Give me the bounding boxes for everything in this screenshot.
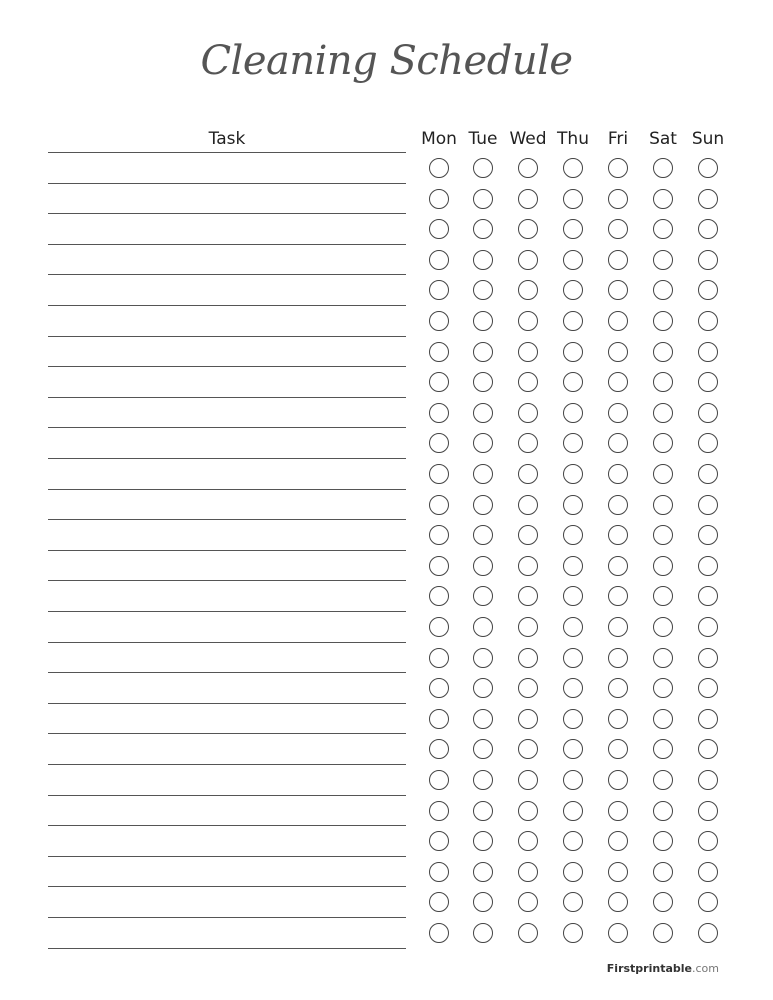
checkbox-circle-fri[interactable]: [608, 678, 628, 698]
day-header-wed: Wed: [509, 129, 547, 149]
checkbox-circle-tue[interactable]: [473, 556, 493, 576]
checkbox-circle-fri[interactable]: [608, 586, 628, 606]
checkbox-circle-thu[interactable]: [563, 342, 583, 362]
checkbox-circle-fri[interactable]: [608, 862, 628, 882]
checkbox-circle-fri[interactable]: [608, 709, 628, 729]
checkbox-circle-sun[interactable]: [698, 801, 718, 821]
checkbox-circle-fri[interactable]: [608, 617, 628, 637]
checkbox-circle-sun[interactable]: [698, 709, 718, 729]
checkbox-circle-thu[interactable]: [563, 648, 583, 668]
checkbox-circle-fri[interactable]: [608, 433, 628, 453]
checkbox-circle-tue[interactable]: [473, 280, 493, 300]
checkbox-circle-sat[interactable]: [653, 311, 673, 331]
checkbox-circle-fri[interactable]: [608, 556, 628, 576]
day-header-fri: Fri: [607, 129, 629, 149]
checkbox-circle-sun[interactable]: [698, 586, 718, 606]
checkbox-circle-sat[interactable]: [653, 342, 673, 362]
checkbox-circle-wed[interactable]: [518, 648, 538, 668]
checkbox-circle-sun[interactable]: [698, 189, 718, 209]
checkbox-circle-sat[interactable]: [653, 617, 673, 637]
checkbox-circle-thu[interactable]: [563, 311, 583, 331]
checkbox-circle-wed[interactable]: [518, 739, 538, 759]
checkbox-circle-mon[interactable]: [429, 403, 449, 423]
checkbox-circle-mon[interactable]: [429, 280, 449, 300]
checkbox-circle-sun[interactable]: [698, 342, 718, 362]
checkbox-circle-thu[interactable]: [563, 525, 583, 545]
checkbox-circle-thu[interactable]: [563, 923, 583, 943]
checkbox-circle-sat[interactable]: [653, 372, 673, 392]
checkbox-circle-sat[interactable]: [653, 709, 673, 729]
checkbox-circle-thu[interactable]: [563, 495, 583, 515]
checkbox-circle-sat[interactable]: [653, 862, 673, 882]
checkbox-circle-mon[interactable]: [429, 739, 449, 759]
checkbox-circle-wed[interactable]: [518, 892, 538, 912]
checkbox-circle-sat[interactable]: [653, 831, 673, 851]
checkbox-circle-mon[interactable]: [429, 311, 449, 331]
checkbox-circle-thu[interactable]: [563, 586, 583, 606]
checkbox-circle-wed[interactable]: [518, 617, 538, 637]
checkbox-circle-sun[interactable]: [698, 739, 718, 759]
checkbox-circle-wed[interactable]: [518, 770, 538, 790]
checkbox-circle-thu[interactable]: [563, 433, 583, 453]
checkbox-circle-sat[interactable]: [653, 433, 673, 453]
checkbox-circle-sat[interactable]: [653, 403, 673, 423]
checkbox-circle-sun[interactable]: [698, 158, 718, 178]
checkbox-circle-tue[interactable]: [473, 372, 493, 392]
checkbox-circle-wed[interactable]: [518, 831, 538, 851]
checkbox-circle-thu[interactable]: [563, 158, 583, 178]
checkbox-circle-sun[interactable]: [698, 923, 718, 943]
checkbox-circle-sat[interactable]: [653, 648, 673, 668]
checkbox-circle-thu[interactable]: [563, 678, 583, 698]
checkbox-circle-fri[interactable]: [608, 280, 628, 300]
checkbox-circle-thu[interactable]: [563, 862, 583, 882]
checkbox-circle-sun[interactable]: [698, 219, 718, 239]
checkbox-circle-sun[interactable]: [698, 464, 718, 484]
checkbox-circle-sat[interactable]: [653, 219, 673, 239]
checkbox-circle-mon[interactable]: [429, 617, 449, 637]
checkbox-circle-thu[interactable]: [563, 617, 583, 637]
checkbox-circle-sat[interactable]: [653, 250, 673, 270]
checkbox-circle-sat[interactable]: [653, 923, 673, 943]
checkbox-circle-mon[interactable]: [429, 770, 449, 790]
checkbox-circle-sat[interactable]: [653, 892, 673, 912]
checkbox-circle-fri[interactable]: [608, 219, 628, 239]
checkbox-circle-mon[interactable]: [429, 342, 449, 362]
checkbox-circle-wed[interactable]: [518, 923, 538, 943]
checkbox-circle-tue[interactable]: [473, 709, 493, 729]
checkbox-circle-tue[interactable]: [473, 342, 493, 362]
checkbox-circle-tue[interactable]: [473, 739, 493, 759]
checkbox-circle-fri[interactable]: [608, 739, 628, 759]
checkbox-circle-tue[interactable]: [473, 219, 493, 239]
checkbox-circle-fri[interactable]: [608, 372, 628, 392]
checkbox-circle-mon[interactable]: [429, 495, 449, 515]
checkbox-circle-fri[interactable]: [608, 311, 628, 331]
checkbox-circle-sat[interactable]: [653, 678, 673, 698]
checkbox-circle-mon[interactable]: [429, 709, 449, 729]
checkbox-circle-tue[interactable]: [473, 648, 493, 668]
checkbox-circle-wed[interactable]: [518, 525, 538, 545]
checkbox-circle-thu[interactable]: [563, 892, 583, 912]
checkbox-circle-tue[interactable]: [473, 862, 493, 882]
checkbox-circle-sun[interactable]: [698, 862, 718, 882]
checkbox-circle-mon[interactable]: [429, 464, 449, 484]
checkbox-circle-wed[interactable]: [518, 709, 538, 729]
checkbox-circle-fri[interactable]: [608, 770, 628, 790]
task-column-header: Task: [208, 129, 246, 149]
checkbox-circle-sun[interactable]: [698, 678, 718, 698]
checkbox-circle-thu[interactable]: [563, 556, 583, 576]
checkbox-circle-sat[interactable]: [653, 739, 673, 759]
checkbox-circle-wed[interactable]: [518, 495, 538, 515]
checkbox-circle-mon[interactable]: [429, 648, 449, 668]
checkbox-circle-sat[interactable]: [653, 586, 673, 606]
checkbox-circle-wed[interactable]: [518, 219, 538, 239]
checkbox-circle-thu[interactable]: [563, 831, 583, 851]
checkbox-circle-wed[interactable]: [518, 556, 538, 576]
checkbox-circle-wed[interactable]: [518, 801, 538, 821]
day-header-sat: Sat: [649, 129, 677, 149]
checkbox-circle-mon[interactable]: [429, 678, 449, 698]
checkbox-circle-thu[interactable]: [563, 709, 583, 729]
checkbox-circle-tue[interactable]: [473, 433, 493, 453]
checkbox-circle-wed[interactable]: [518, 586, 538, 606]
checkbox-circle-mon[interactable]: [429, 189, 449, 209]
checkbox-circle-fri[interactable]: [608, 495, 628, 515]
checkbox-circle-mon[interactable]: [429, 892, 449, 912]
checkbox-circle-mon[interactable]: [429, 158, 449, 178]
checkbox-circle-thu[interactable]: [563, 403, 583, 423]
checkbox-circle-sat[interactable]: [653, 770, 673, 790]
checkbox-circle-thu[interactable]: [563, 770, 583, 790]
checkbox-circle-fri[interactable]: [608, 158, 628, 178]
checkbox-circle-wed[interactable]: [518, 311, 538, 331]
checkbox-circle-sun[interactable]: [698, 648, 718, 668]
checkbox-circle-fri[interactable]: [608, 342, 628, 362]
checkbox-circle-mon[interactable]: [429, 801, 449, 821]
checkbox-circle-sat[interactable]: [653, 280, 673, 300]
checkbox-circle-fri[interactable]: [608, 250, 628, 270]
checkbox-circle-wed[interactable]: [518, 862, 538, 882]
checkbox-circle-fri[interactable]: [608, 923, 628, 943]
checkbox-circle-tue[interactable]: [473, 189, 493, 209]
checkbox-circle-tue[interactable]: [473, 617, 493, 637]
checkbox-circle-mon[interactable]: [429, 556, 449, 576]
checkbox-circle-sat[interactable]: [653, 158, 673, 178]
checkbox-circle-fri[interactable]: [608, 892, 628, 912]
checkbox-circle-sun[interactable]: [698, 403, 718, 423]
checkbox-circle-sun[interactable]: [698, 311, 718, 331]
day-header-sun: Sun: [691, 129, 725, 149]
checkbox-circle-sat[interactable]: [653, 801, 673, 821]
checkbox-circle-sun[interactable]: [698, 495, 718, 515]
checkbox-circle-thu[interactable]: [563, 801, 583, 821]
checkbox-circle-tue[interactable]: [473, 678, 493, 698]
checkbox-circle-tue[interactable]: [473, 923, 493, 943]
checkbox-circle-sun[interactable]: [698, 250, 718, 270]
checkbox-circle-thu[interactable]: [563, 464, 583, 484]
checkbox-circle-sat[interactable]: [653, 556, 673, 576]
brand-footer: [607, 962, 719, 975]
day-header-mon: Mon: [421, 129, 457, 149]
checkbox-circle-mon[interactable]: [429, 372, 449, 392]
checkbox-circle-sat[interactable]: [653, 495, 673, 515]
checkbox-circle-wed[interactable]: [518, 342, 538, 362]
checkbox-circle-tue[interactable]: [473, 403, 493, 423]
checkbox-circle-tue[interactable]: [473, 586, 493, 606]
checkbox-circle-fri[interactable]: [608, 831, 628, 851]
checkbox-circle-mon[interactable]: [429, 923, 449, 943]
day-header-tue: Tue: [468, 129, 498, 149]
checkbox-circle-tue[interactable]: [473, 525, 493, 545]
checkbox-circle-sun[interactable]: [698, 525, 718, 545]
checkbox-circle-thu[interactable]: [563, 739, 583, 759]
checkbox-circle-thu[interactable]: [563, 280, 583, 300]
checkbox-circle-sun[interactable]: [698, 556, 718, 576]
checkbox-circle-thu[interactable]: [563, 250, 583, 270]
checkbox-circle-wed[interactable]: [518, 372, 538, 392]
checkbox-circle-mon[interactable]: [429, 219, 449, 239]
checkbox-circle-fri[interactable]: [608, 525, 628, 545]
checkbox-circle-wed[interactable]: [518, 678, 538, 698]
checkbox-circle-sun[interactable]: [698, 770, 718, 790]
checkbox-circle-sat[interactable]: [653, 189, 673, 209]
checkbox-circle-tue[interactable]: [473, 250, 493, 270]
checkbox-circle-mon[interactable]: [429, 525, 449, 545]
checkbox-circle-tue[interactable]: [473, 770, 493, 790]
checkbox-circle-fri[interactable]: [608, 801, 628, 821]
checkbox-circle-tue[interactable]: [473, 464, 493, 484]
checkbox-circle-fri[interactable]: [608, 189, 628, 209]
checkbox-circle-sun[interactable]: [698, 280, 718, 300]
checkbox-circle-sun[interactable]: [698, 372, 718, 392]
checkbox-circle-tue[interactable]: [473, 801, 493, 821]
day-header-thu: Thu: [557, 129, 589, 149]
checkbox-circle-sat[interactable]: [653, 464, 673, 484]
checkbox-circle-fri[interactable]: [608, 403, 628, 423]
checkbox-circle-tue[interactable]: [473, 311, 493, 331]
checkbox-circle-tue[interactable]: [473, 158, 493, 178]
checkbox-circle-wed[interactable]: [518, 189, 538, 209]
checkbox-circle-mon[interactable]: [429, 831, 449, 851]
checkbox-circle-sun[interactable]: [698, 892, 718, 912]
brand-suffix: .com: [692, 962, 719, 975]
checkbox-circle-thu[interactable]: [563, 189, 583, 209]
checkbox-circle-sun[interactable]: [698, 433, 718, 453]
checkbox-circle-sun[interactable]: [698, 831, 718, 851]
checkbox-circle-tue[interactable]: [473, 495, 493, 515]
checkbox-circle-sat[interactable]: [653, 525, 673, 545]
brand-name: Firstprintable: [606, 962, 692, 975]
checkbox-circle-wed[interactable]: [518, 158, 538, 178]
checkbox-circle-fri[interactable]: [608, 648, 628, 668]
checkbox-circle-tue[interactable]: [473, 831, 493, 851]
checkbox-circle-mon[interactable]: [429, 433, 449, 453]
checkbox-circle-wed[interactable]: [518, 433, 538, 453]
checkbox-circle-wed[interactable]: [518, 250, 538, 270]
checkbox-circle-wed[interactable]: [518, 464, 538, 484]
checkbox-circle-thu[interactable]: [563, 219, 583, 239]
checkbox-circle-tue[interactable]: [473, 892, 493, 912]
checkbox-circle-thu[interactable]: [563, 372, 583, 392]
checkbox-circle-sun[interactable]: [698, 617, 718, 637]
checkbox-circle-wed[interactable]: [518, 280, 538, 300]
page-title: Cleaning Schedule: [200, 38, 573, 84]
checkbox-circle-mon[interactable]: [429, 250, 449, 270]
checkbox-circle-fri[interactable]: [608, 464, 628, 484]
checkbox-circle-mon[interactable]: [429, 862, 449, 882]
checkbox-circle-mon[interactable]: [429, 586, 449, 606]
checkbox-circle-wed[interactable]: [518, 403, 538, 423]
